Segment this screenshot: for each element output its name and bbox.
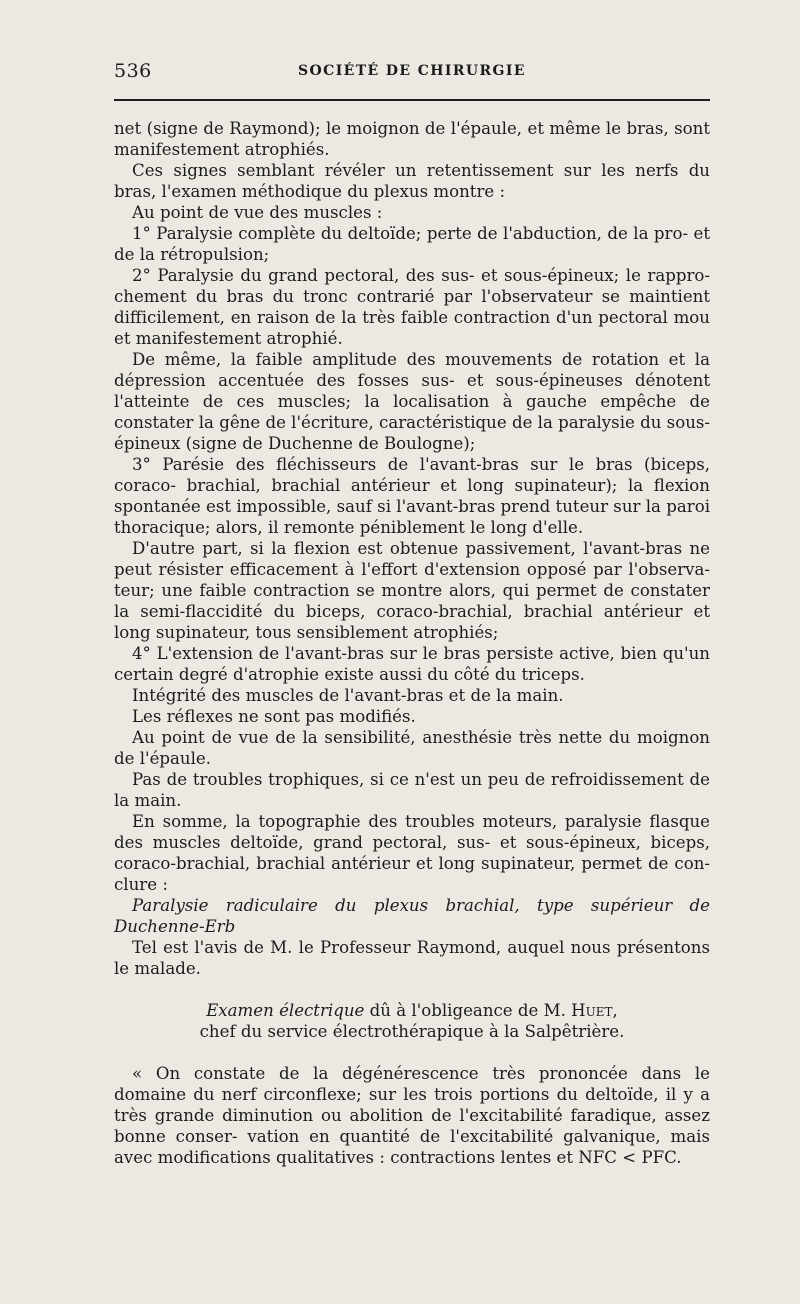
paragraph: Intégrité des muscles de l'avant-bras et de la main. — [132, 686, 564, 705]
running-head: SOCIÉTÉ DE CHIRURGIE — [298, 63, 526, 79]
paragraph: 4° L'extension de l'avant-bras sur le bras persiste active, bien qu'un certain degré d'atrophie existe aussi du côté du triceps. — [114, 644, 710, 684]
caption-line-1 — [114, 1000, 710, 1021]
page-header — [114, 60, 710, 86]
paragraph: Les réflexes ne sont pas modifiés. — [132, 707, 416, 726]
caption-punct: , — [612, 1001, 618, 1020]
quote-paragraph: « On constate de la dégénérescence très prononcée dans le domaine du nerf circonflexe; sur les trois portions du deltoïde, il y a très grande diminution ou abolition de l'excitabilité faradique, assez bonne conser- vation en quantité de l'excitabilité galvanique, mais avec modifications qualitatives : contractions lentes et NFC < PFC. — [114, 1064, 710, 1167]
paragraph: 1° Paralysie complète du deltoïde; perte de l'abduction, de la pro- et de la rétropulsion; — [114, 224, 710, 264]
paragraph: Pas de troubles trophiques, si ce n'est un peu de refroidissement de la main. — [114, 770, 710, 810]
caption-italic: Examen électrique — [206, 1001, 365, 1020]
diagnosis-line: Paralysie radiculaire du plexus brachial, type supérieur de Duchenne-Erb — [114, 896, 710, 936]
paragraph: net (signe de Raymond); le moignon de l'épaule, et même le bras, sont manifestement atrophiés. — [114, 119, 710, 159]
paragraph: De même, la faible amplitude des mouvements de rotation et la dépression accentuée des fosses sus- et sous-épineuses dénotent l'atteinte de ces muscles; la localisation à gauche empêche de constater la gêne de l'écriture, caractéristique de la paralysie du sous-épineux (signe de Duchenne de Boulogne); — [114, 350, 710, 453]
paragraph: En somme, la topographie des troubles moteurs, paralysie flasque des muscles deltoïde, grand pectoral, sus- et sous-épineux, biceps, coraco-brachial, brachial antérieur et long supinateur, permet de con- clure : — [114, 812, 710, 894]
caption-name: Huet — [571, 1001, 613, 1020]
paragraph: Tel est l'avis de M. le Professeur Raymond, auquel nous présentons le malade. — [114, 938, 710, 978]
paragraph: 2° Paralysie du grand pectoral, des sus- et sous-épineux; le rappro- chement du bras du tronc contrarié par l'observateur se maintient difficilement, en raison de la très faible contraction d'un pectoral mou et manifestement atrophié. — [114, 266, 710, 348]
paragraph: 3° Parésie des fléchisseurs de l'avant-bras sur le bras (biceps, coraco- brachial, brachial antérieur et long supinateur); la flexion spontanée est impossible, sauf si l'avant-bras prend tuteur sur la paroi thoracique; alors, il remonte péniblement le long d'elle. — [114, 455, 710, 537]
paragraph: D'autre part, si la flexion est obtenue passivement, l'avant-bras ne peut résister efficacement à l'effort d'extension opposé par l'observa- teur; une faible contraction se montre alors, qui permet de constater la semi-flaccidité du biceps, coraco-brachial, brachial antérieur et long supinateur, tous sensiblement atrophiés; — [114, 539, 710, 642]
page-number: 536 — [114, 60, 152, 82]
paragraph: Au point de vue des muscles : — [132, 203, 383, 222]
caption-text: dû à l'obligeance de M. — [364, 1001, 572, 1020]
body-text — [114, 118, 710, 1168]
paragraph: Ces signes semblant révéler un retentissement sur les nerfs du bras, l'examen méthodique du plexus montre : — [114, 161, 710, 201]
paragraph: Au point de vue de la sensibilité, anesthésie très nette du moignon de l'épaule. — [114, 728, 710, 768]
caption-line-2: chef du service électrothérapique à la Salpêtrière. — [199, 1022, 625, 1041]
header-rule — [114, 99, 710, 101]
section-caption — [114, 1000, 710, 1042]
